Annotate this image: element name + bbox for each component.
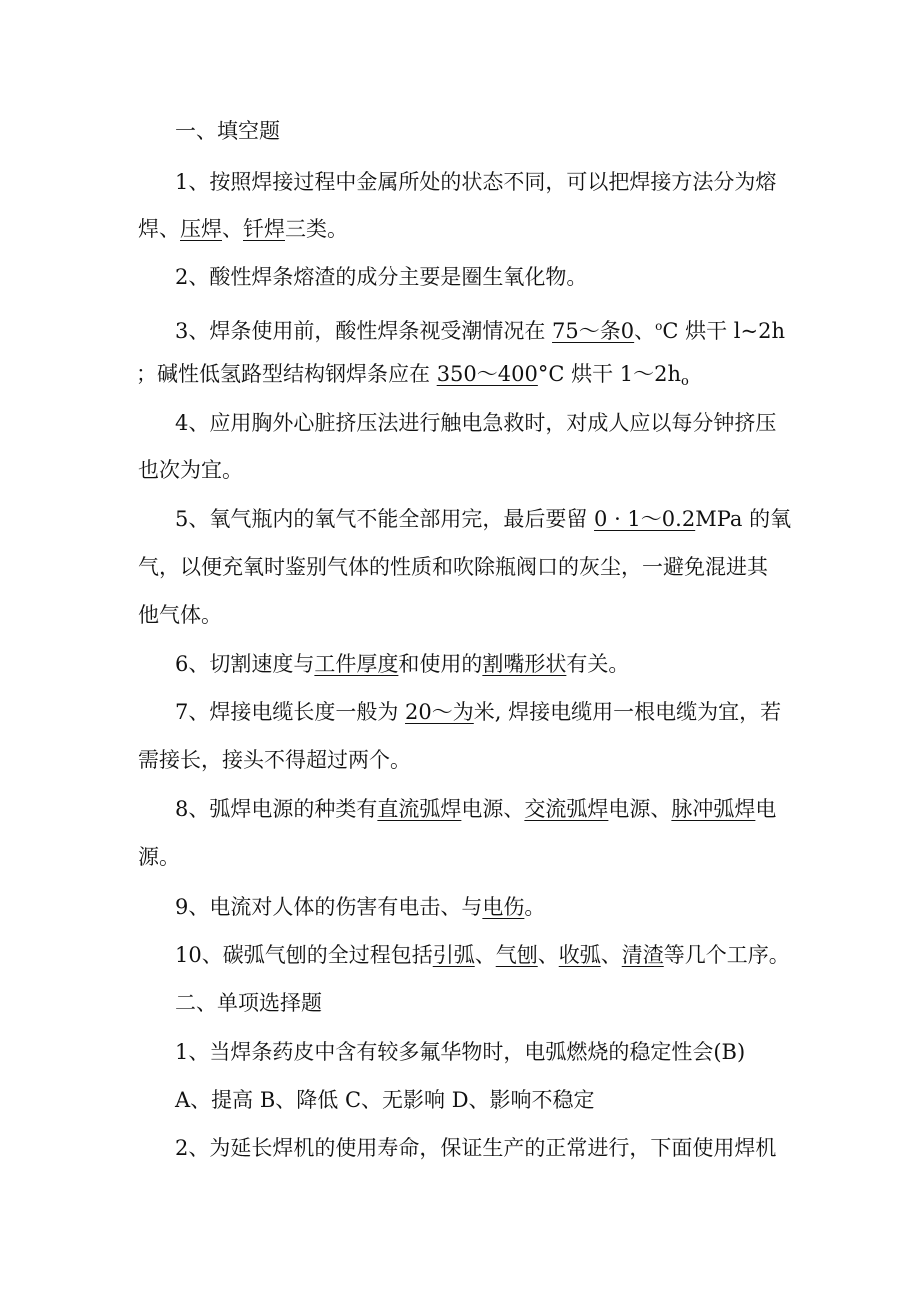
question-2: 2、酸性焊条熔渣的成分主要是圈生氧化物。	[175, 265, 588, 289]
answer-blank: 电伤	[482, 895, 525, 919]
question-4-line-2: 也次为宜。	[138, 458, 243, 482]
choice-question-2: 2、为延长焊机的使用寿命，保证生产的正常进行，下面使用焊机	[175, 1136, 777, 1160]
answer-blank: 75～条0	[552, 319, 635, 343]
answer-blank: 钎焊	[243, 217, 285, 241]
question-5-line-1: 5、氧气瓶内的氧气不能全部用完，最后要留 0 · 1～0.2MPa 的氧	[175, 507, 792, 531]
question-10: 10、碳弧气刨的全过程包括引弧、气刨、收弧、清渣等几个工序。	[175, 943, 790, 967]
answer-blank: 气刨	[495, 943, 538, 967]
question-8-line-1: 8、弧焊电源的种类有直流弧焊电源、交流弧焊电源、脉冲弧焊电	[175, 797, 777, 821]
question-1-line-1: 1、按照焊接过程中金属所处的状态不同，可以把焊接方法分为熔	[175, 170, 777, 194]
question-6: 6、切割速度与工件厚度和使用的割嘴形状有关。	[175, 652, 630, 676]
question-3-line-1: 3、焊条使用前，酸性焊条视受潮情况在 75～条0、$^o$C 烘干 l~2h	[175, 319, 785, 343]
question-4-line-1: 4、应用胸外心脏挤压法进行触电急救时，对成人应以每分钟挤压	[175, 411, 777, 435]
question-7-line-2: 需接长，接头不得超过两个。	[138, 748, 411, 772]
answer-blank: 压焊	[180, 217, 222, 241]
section-heading-single-choice: 二、单项选择题	[175, 991, 322, 1015]
answer-blank: 20～为	[405, 700, 474, 724]
question-7-line-1: 7、焊接电缆长度一般为 20～为米, 焊接电缆用一根电缆为宜，若	[175, 700, 782, 724]
question-5-line-3: 他气体。	[138, 603, 222, 627]
answer-blank: 工件厚度	[314, 652, 399, 676]
choice-question-1-options: A、提高 B、降低 C、无影响 D、影响不稳定	[175, 1088, 595, 1112]
answer-blank: 350～400	[436, 362, 538, 386]
answer-blank: 直流弧焊	[377, 797, 462, 821]
question-3-line-2: ；碱性低氢路型结构钢焊条应在 350～400°C 烘干 $1\sim 2h_o$	[136, 362, 689, 389]
question-8-line-2: 源。	[138, 845, 180, 869]
answer-blank: 引弧	[432, 943, 475, 967]
answer-blank: 收弧	[558, 943, 601, 967]
choice-question-1: 1、当焊条药皮中含有较多氟华物时，电弧燃烧的稳定性会(B)	[175, 1040, 746, 1064]
question-1-line-2: 焊、压焊、钎焊三类。	[138, 217, 348, 241]
answer-blank: 清渣	[621, 943, 664, 967]
answer-blank: 0 · 1～0.2	[594, 507, 696, 531]
question-5-line-2: 气，以便充氧时鉴别气体的性质和吹除瓶阀口的灰尘，一避免混进其	[138, 555, 768, 579]
section-heading-fill-blank: 一、填空题	[175, 119, 280, 143]
question-9: 9、电流对人体的伤害有电击、与电伤。	[175, 895, 546, 919]
answer-blank: 脉冲弧焊	[671, 797, 756, 821]
answer-blank: 交流弧焊	[524, 797, 609, 821]
answer-blank: 割嘴形状	[482, 652, 567, 676]
